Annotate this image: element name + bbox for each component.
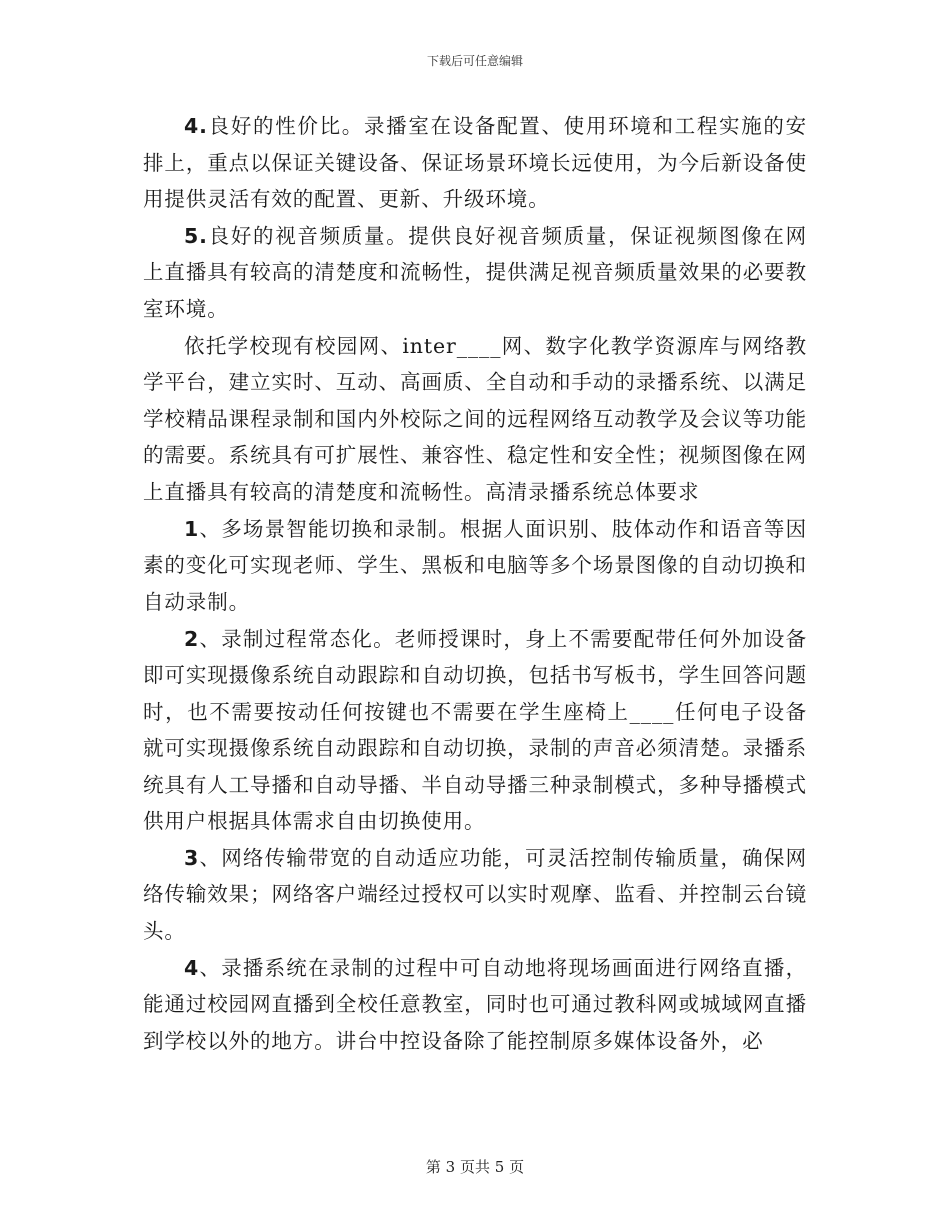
page-footer: 第 3 页共 5 页 — [425, 1158, 525, 1176]
paragraph-text: 、网络传输带宽的自动适应功能，可灵活控制传输质量，确保网络传输效果；网络客户端经过授权可以实时观摩、监看、并控制云台镜头。 — [143, 845, 807, 943]
paragraph-number: 4. — [184, 114, 208, 138]
paragraph-4 — [143, 511, 807, 621]
paragraph-2 — [143, 218, 807, 328]
paragraph-text: 、录播系统在录制的过程中可自动地将现场画面进行网络直播，能通过校园网直播到全校任意教室，同时也可通过教科网或城域网直播到学校以外的地方。讲台中控设备除了能控制原多媒体设备外，必 — [143, 955, 807, 1053]
paragraph-6 — [143, 840, 807, 950]
paragraph-number: 4 — [184, 955, 200, 980]
paragraph-text: 良好的性价比。录播室在设备配置、使用环境和工程实施的安排上，重点以保证关键设备、保证场景环境长远使用，为今后新设备使用提供灵活有效的配置、更新、升级环境。 — [143, 114, 807, 211]
paragraph-7 — [143, 950, 807, 1060]
paragraph-1 — [143, 108, 807, 218]
paragraph-number: 2 — [184, 626, 200, 651]
paragraph-text: 、录制过程常态化。老师授课时，身上不需要配带任何外加设备即可实现摄像系统自动跟踪和自动切换，包括书写板书，学生回答问题时，也不需要按动任何按键也不需要在学生座椅上____任何电子设备就可实现摄像系统自动跟踪和自动切换，录制的声音必须清楚。录播系统具有人工导播和自动导播、半自动导播三种录制模式，多种导播模式供用户根据具体需求自由切换使用。 — [143, 626, 807, 834]
paragraph-5 — [143, 621, 807, 840]
paragraph-number: 1 — [184, 516, 200, 541]
paragraph-text: 、多场景智能切换和录制。根据人面识别、肢体动作和语音等因素的变化可实现老师、学生、黑板和电脑等多个场景图像的自动切换和自动录制。 — [143, 516, 807, 614]
paragraph-text: 依托学校现有校园网、inter____网、数字化教学资源库与网络教学平台，建立实时、互动、高画质、全自动和手动的录播系统、以满足学校精品课程录制和国内外校际之间的远程网络互动教学及会议等功能的需要。系统具有可扩展性、兼容性、稳定性和安全性；视频图像在网上直播具有较高的清楚度和流畅性。高清录播系统总体要求 — [143, 333, 807, 504]
paragraph-3 — [143, 328, 807, 511]
page-header: 下载后可任意编辑 — [426, 54, 523, 68]
paragraph-text: 良好的视音频质量。提供良好视音频质量，保证视频图像在网上直播具有较高的清楚度和流畅性，提供满足视音频质量效果的必要教室环境。 — [143, 223, 807, 321]
document-body — [143, 108, 807, 1060]
paragraph-number: 3 — [184, 845, 200, 870]
paragraph-number: 5. — [184, 223, 208, 248]
